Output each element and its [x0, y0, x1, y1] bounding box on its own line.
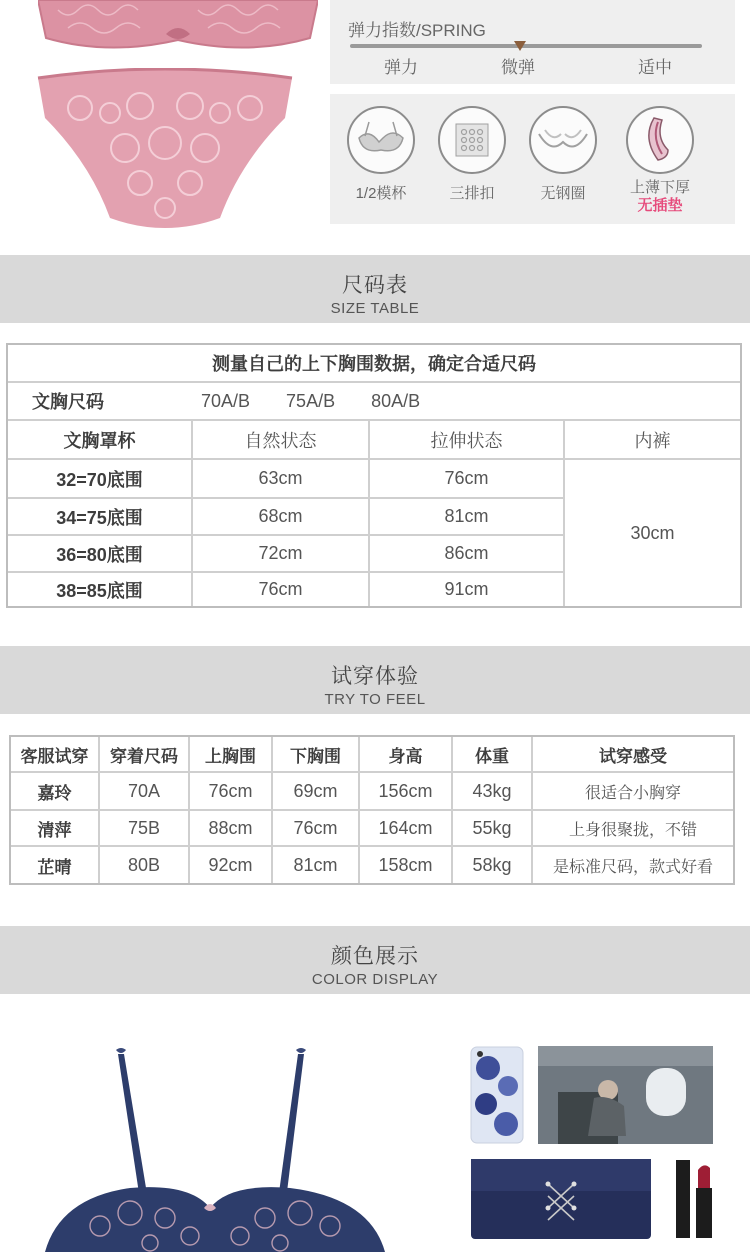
try-height: 164cm [360, 811, 453, 847]
section-title-cn: 试穿体验 [331, 665, 419, 688]
spring-index-panel [330, 0, 735, 84]
try-header: 下胸围 [273, 737, 360, 773]
section-title-en: COLOR DISPLAY [311, 971, 439, 988]
section-title-cn: 颜色展示 [331, 945, 419, 968]
try-name: 芷晴 [11, 847, 100, 883]
spring-label-slight: 微弹 [501, 58, 535, 77]
header-stretch: 拉伸状态 [370, 421, 565, 460]
try-name: 嘉玲 [11, 773, 100, 811]
wire-free-icon [529, 106, 597, 174]
feature-label: 1/2模杯 [355, 185, 407, 202]
phone-case-image [470, 1046, 524, 1144]
hook-clasp-icon [438, 106, 506, 174]
try-size: 80B [100, 847, 190, 883]
try-header: 体重 [453, 737, 533, 773]
size-table-header [0, 255, 750, 323]
size-row-values [193, 383, 740, 421]
header-natural: 自然状态 [193, 421, 370, 460]
feature-label: 上薄下厚 [629, 179, 690, 196]
try-weight: 55kg [453, 811, 533, 847]
try-upper-bust: 76cm [190, 773, 273, 811]
stretch-cell: 81cm [370, 499, 565, 536]
try-feeling: 很适合小胸穿 [533, 773, 733, 811]
padding-icon [626, 106, 694, 174]
size-value: 80A/B [371, 390, 421, 411]
product-top-area [0, 0, 750, 235]
size-table-caption: 测量自己的上下胸围数据，确定合适尺码 [8, 345, 740, 383]
feature-padding [615, 106, 705, 215]
spring-pointer-icon [514, 41, 526, 51]
section-title-en: TRY TO FEEL [324, 691, 426, 708]
feature-half-cup [336, 106, 426, 203]
try-header: 上胸围 [190, 737, 273, 773]
try-feel-header [0, 646, 750, 714]
section-title-cn: 尺码表 [342, 274, 408, 297]
try-height: 158cm [360, 847, 453, 883]
feature-label: 无钢圈 [540, 185, 586, 202]
feature-sublabel: 无插垫 [637, 197, 683, 214]
try-feeling: 上身很聚拢，不错 [533, 811, 733, 847]
natural-cell: 72cm [193, 536, 370, 573]
size-value: 75A/B [286, 390, 336, 411]
size-row-label: 文胸尺码 [8, 383, 193, 421]
navy-bra-image [40, 1048, 400, 1252]
try-feeling: 是标准尺码，款式好看 [552, 858, 713, 876]
cup-cell: 36=80底围 [8, 536, 193, 573]
pink-panty-image [30, 68, 300, 233]
size-value: 70A/B [201, 390, 251, 411]
spring-label-moderate: 适中 [638, 58, 672, 77]
airplane-photo-image [538, 1046, 713, 1144]
try-under-bust: 76cm [273, 811, 360, 847]
features-panel [330, 94, 735, 224]
stretch-cell: 86cm [370, 536, 565, 573]
try-size: 70A [100, 773, 190, 811]
try-name: 清萍 [11, 811, 100, 847]
try-header: 试穿感受 [533, 737, 733, 773]
try-height: 156cm [360, 773, 453, 811]
navy-clutch-image [470, 1158, 652, 1240]
cup-cell: 34=75底围 [8, 499, 193, 536]
size-table [6, 343, 742, 608]
section-title-en: SIZE TABLE [330, 300, 420, 317]
pink-bra-image [38, 0, 318, 55]
feature-hook [427, 106, 517, 203]
cup-cell: 38=85底围 [8, 573, 193, 606]
try-weight: 58kg [453, 847, 533, 883]
spring-label-elastic: 弹力 [384, 58, 418, 77]
try-upper-bust: 92cm [190, 847, 273, 883]
feature-label: 三排扣 [449, 185, 495, 202]
try-under-bust: 81cm [273, 847, 360, 883]
natural-cell: 76cm [193, 573, 370, 606]
header-panty: 内裤 [565, 421, 740, 460]
try-size: 75B [100, 811, 190, 847]
try-header: 身高 [360, 737, 453, 773]
spring-title: 弹力指数/SPRING [348, 21, 486, 40]
try-upper-bust: 88cm [190, 811, 273, 847]
try-header: 穿着尺码 [100, 737, 190, 773]
try-table [9, 735, 735, 885]
lipstick-image [672, 1158, 718, 1240]
panty-cell: 30cm [630, 522, 675, 543]
stretch-cell: 91cm [370, 573, 565, 606]
cup-cell: 32=70底围 [8, 460, 193, 499]
try-weight: 43kg [453, 773, 533, 811]
half-cup-icon [347, 106, 415, 174]
try-under-bust: 69cm [273, 773, 360, 811]
spring-scale-bar [350, 44, 702, 48]
feature-wire-free [518, 106, 608, 203]
color-display-area [0, 1000, 750, 1252]
natural-cell: 68cm [193, 499, 370, 536]
header-cup: 文胸罩杯 [8, 421, 193, 460]
stretch-cell: 76cm [370, 460, 565, 499]
natural-cell: 63cm [193, 460, 370, 499]
color-display-header [0, 926, 750, 994]
try-header: 客服试穿 [11, 737, 100, 773]
